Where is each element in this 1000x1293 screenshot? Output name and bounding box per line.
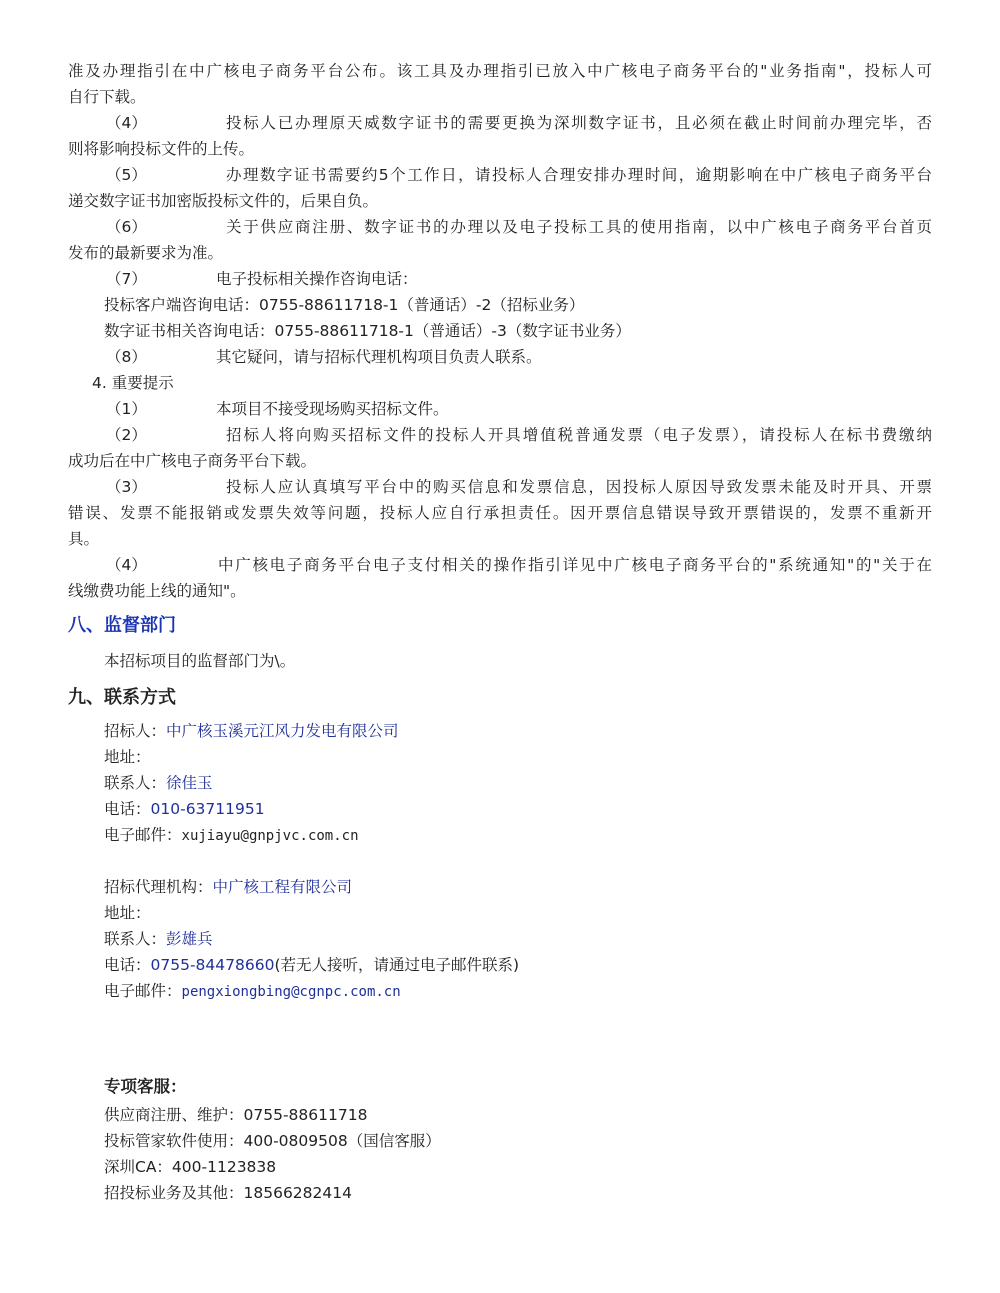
item-number: （2） <box>106 426 147 444</box>
tenderer-label: 招标人： <box>104 722 167 740</box>
item-text: 其它疑问，请与招标代理机构项目负责人联系。 <box>216 348 542 366</box>
tenderer-row <box>104 720 399 742</box>
email-row <box>104 824 359 847</box>
item-number: （4） <box>106 114 147 132</box>
service-line: 投标管家软件使用：400-0809508（国信客服） <box>104 1132 441 1150</box>
service-line: 招投标业务及其他：18566282414 <box>104 1184 352 1202</box>
item-text: 成功后在中广核电子商务平台下载。 <box>68 452 317 470</box>
email-label: 电子邮件： <box>104 826 182 844</box>
paragraph-line: 自行下载。 <box>68 88 146 106</box>
service-heading: 专项客服： <box>104 1077 187 1096</box>
phone-line: 投标客户端咨询电话：0755-88611718-1（普通话）-2（招标业务） <box>104 296 585 314</box>
item-text: 发布的最新要求为准。 <box>68 244 224 262</box>
service-line: 深圳CA：400-1123838 <box>104 1158 277 1176</box>
item-text: 关于供应商注册、数字证书的办理以及电子投标工具的使用指南，以中广核电子商务平台首页 <box>226 218 932 236</box>
item-text: 具。 <box>68 530 100 548</box>
item-text: 投标人已办理原天威数字证书的需要更换为深圳数字证书，且必须在截止时间前办理完毕，否 <box>226 114 932 132</box>
item-text: 招标人将向购买招标文件的投标人开具增值税普通发票（电子发票），请投标人在标书费缴纳 <box>226 426 932 444</box>
item-text: 办理数字证书需要约5个工作日，请投标人合理安排办理时间，逾期影响在中广核电子商务平台 <box>226 166 932 184</box>
agent-contact-row <box>104 928 213 950</box>
contact-value: 徐佳玉 <box>166 774 213 792</box>
item-text: 则将影响投标文件的上传。 <box>68 140 255 158</box>
paragraph-line: 准及办理指引在中广核电子商务平台公布。该工具及办理指引已放入中广核电子商务平台的"业务指南"，投标人可 <box>68 62 932 80</box>
agent-phone-value: 0755-84478660 <box>150 956 275 974</box>
item-text: 错误、发票不能报销或发票失效等问题，投标人应自行承担责任。因开票信息错误导致开票错误的，发票不重新开 <box>68 504 932 522</box>
agent-email-link[interactable]: pengxiongbing@cgnpc.com.cn <box>181 984 401 1000</box>
phone-line: 数字证书相关咨询电话：0755-88611718-1（普通话）-3（数字证书业务） <box>104 322 631 340</box>
section-heading-contact: 九、联系方式 <box>68 687 176 708</box>
item-text: 递交数字证书加密版投标文件的，后果自负。 <box>68 192 379 210</box>
email-link[interactable]: xujiayu@gnpjvc.com.cn <box>181 828 359 844</box>
tenderer-value: 中广核玉溪元江风力发电有限公司 <box>166 722 399 740</box>
agent-phone-row <box>104 954 519 976</box>
agent-address-label: 地址： <box>104 904 151 922</box>
item-text: 中广核电子商务平台电子支付相关的操作指引详见中广核电子商务平台的"系统通知"的"关于在 <box>218 556 932 574</box>
item-text: 投标人应认真填写平台中的购买信息和发票信息，因投标人原因导致发票未能及时开具、开票 <box>226 478 932 496</box>
item-number: （8） <box>106 348 147 366</box>
agent-phone-label: 电话： <box>104 956 151 974</box>
agent-contact-label: 联系人： <box>104 930 167 948</box>
agent-phone-note: (若无人接听，请通过电子邮件联系) <box>274 956 520 974</box>
item-number: （7） <box>106 270 147 288</box>
address-label: 地址： <box>104 748 151 766</box>
phone-value: 010-63711951 <box>150 800 265 818</box>
item-number: （4） <box>106 556 147 574</box>
section-heading-supervision: 八、监督部门 <box>68 615 176 636</box>
item-number: （3） <box>106 478 147 496</box>
item-text: 电子投标相关操作咨询电话： <box>216 270 418 288</box>
item-number: （1） <box>106 400 147 418</box>
item-number: （5） <box>106 166 147 184</box>
service-line: 供应商注册、维护：0755-88611718 <box>104 1106 368 1124</box>
subsection-title: 4. 重要提示 <box>92 374 174 392</box>
phone-label: 电话： <box>104 800 151 818</box>
item-number: （6） <box>106 218 147 236</box>
agent-label: 招标代理机构： <box>104 878 213 896</box>
agent-contact-value: 彭雄兵 <box>166 930 213 948</box>
contact-label: 联系人： <box>104 774 167 792</box>
agent-row <box>104 876 352 898</box>
item-text: 本项目不接受现场购买招标文件。 <box>216 400 449 418</box>
phone-row <box>104 798 265 820</box>
agent-email-label: 电子邮件： <box>104 982 182 1000</box>
supervision-text: 本招标项目的监督部门为\。 <box>104 652 296 670</box>
agent-value: 中广核工程有限公司 <box>212 878 353 896</box>
agent-email-row <box>104 980 401 1003</box>
contact-row <box>104 772 213 794</box>
item-text: 线缴费功能上线的通知"。 <box>68 582 246 600</box>
